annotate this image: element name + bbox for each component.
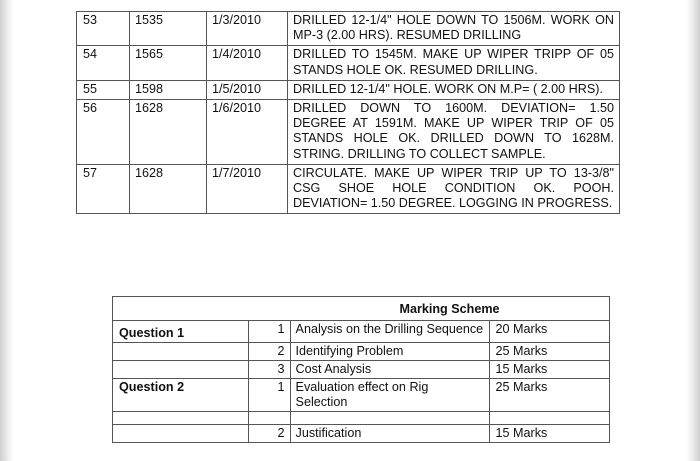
item-marks: 25 Marks	[489, 343, 609, 361]
date-cell: 1/3/2010	[207, 12, 288, 46]
remark-cell: CIRCULATE. MAKE UP WIPER TRIP UP TO 13-3/8" CSG SHOE HOLE CONDITION OK. POOH. DEVIATION= 1.50 DEGREE. LOGGING IN PROGRESS.	[288, 164, 620, 214]
item-description: Cost Analysis	[290, 361, 489, 379]
item-marks: 15 Marks	[489, 361, 609, 379]
table-row	[113, 379, 610, 412]
remark-cell: DRILLED 12-1/4" HOLE. WORK ON M.P= ( 2.00 HRS).	[288, 80, 620, 99]
table-row	[77, 80, 620, 99]
date-cell: 1/4/2010	[207, 46, 288, 80]
item-number: 3	[248, 361, 290, 379]
blank-cell	[113, 297, 249, 321]
marking-scheme-title: Marking Scheme	[290, 297, 609, 321]
table-row	[113, 321, 610, 343]
depth-cell: 1535	[130, 12, 207, 46]
date-cell: 1/5/2010	[207, 80, 288, 99]
table-row	[77, 46, 620, 80]
item-description: Justification	[290, 425, 489, 443]
table-row	[113, 297, 610, 321]
item-number: 2	[248, 343, 290, 361]
table-row	[113, 425, 610, 443]
table-row	[77, 164, 620, 214]
blank-cell	[113, 343, 249, 361]
remark-cell: DRILLED DOWN TO 1600M. DEVIATION= 1.50 DEGREE AT 1591M. MAKE UP WIPER TRIP OF 05 STANDS HOLE OK. DRILLED DOWN TO 1628M. STRING. DRILLING TO COLLECT SAMPLE.	[288, 100, 620, 165]
item-description: Evaluation effect on Rig Selection	[290, 379, 489, 412]
blank-cell	[290, 412, 489, 425]
table-row	[77, 100, 620, 165]
blank-cell	[113, 361, 249, 379]
blank-cell	[248, 412, 290, 425]
depth-cell: 1598	[130, 80, 207, 99]
page-edge-shadow-right	[686, 0, 700, 461]
depth-cell: 1565	[130, 46, 207, 80]
date-cell: 1/7/2010	[207, 164, 288, 214]
day-cell: 55	[77, 80, 130, 99]
question-1-label: Question 1	[113, 321, 249, 343]
blank-cell	[489, 412, 609, 425]
blank-cell	[113, 412, 249, 425]
day-cell: 54	[77, 46, 130, 80]
question-2-label: Question 2	[113, 379, 249, 412]
table-row	[77, 12, 620, 46]
day-cell: 53	[77, 12, 130, 46]
table-row	[113, 412, 610, 425]
blank-cell	[248, 297, 290, 321]
drilling-log-table	[76, 11, 620, 214]
date-cell: 1/6/2010	[207, 100, 288, 165]
item-marks: 15 Marks	[489, 425, 609, 443]
remark-cell: DRILLED TO 1545M. MAKE UP WIPER TRIPP OF 05 STANDS HOLE OK. RESUMED DRILLING.	[288, 46, 620, 80]
depth-cell: 1628	[130, 164, 207, 214]
day-cell: 57	[77, 164, 130, 214]
item-number: 2	[248, 425, 290, 443]
day-cell: 56	[77, 100, 130, 165]
depth-cell: 1628	[130, 100, 207, 165]
table-row	[113, 343, 610, 361]
item-description: Identifying Problem	[290, 343, 489, 361]
remark-cell: DRILLED 12-1/4" HOLE DOWN TO 1506M. WORK ON MP-3 (2.00 HRS). RESUMED DRILLING	[288, 12, 620, 46]
item-number: 1	[248, 379, 290, 412]
item-number: 1	[248, 321, 290, 343]
table-row	[113, 361, 610, 379]
item-marks: 20 Marks	[489, 321, 609, 343]
item-marks: 25 Marks	[489, 379, 609, 412]
page-edge-shadow-left	[0, 0, 14, 461]
marking-scheme-table	[112, 296, 610, 443]
item-description: Analysis on the Drilling Sequence	[290, 321, 489, 343]
blank-cell	[113, 425, 249, 443]
